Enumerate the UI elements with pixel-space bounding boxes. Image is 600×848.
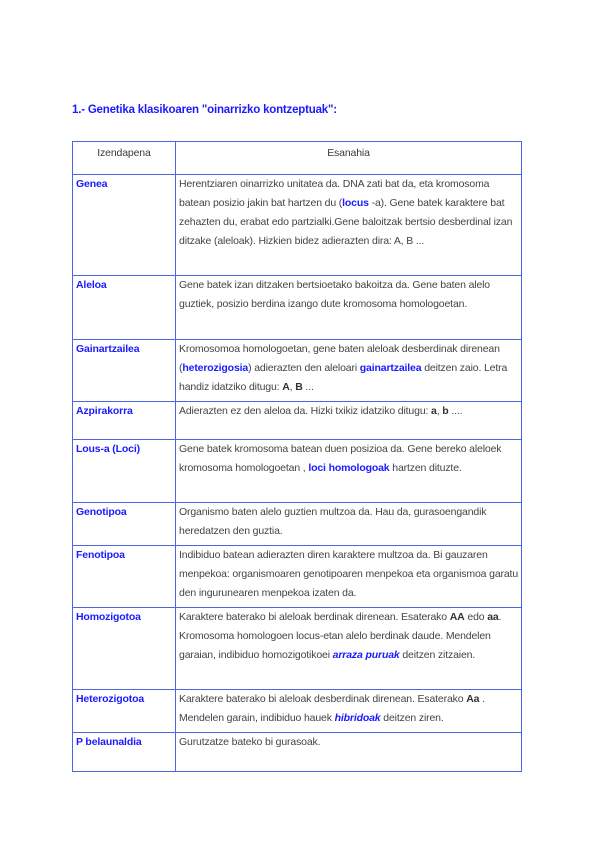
highlighted-italic-term: arraza puruak [332, 649, 400, 661]
column-header-meaning: Esanahia [176, 142, 522, 175]
term-cell: Genotipoa [73, 503, 176, 546]
definition-text: edo [464, 611, 488, 623]
definition-cell [176, 690, 522, 733]
definition-text: , [436, 405, 443, 417]
definition-text: Adierazten ez den aleloa da. Hizki txikiz idatziko ditugu: [179, 405, 432, 417]
highlighted-term: loci homologoak [308, 462, 390, 474]
definition-text: .... [448, 405, 463, 417]
definition-text: ... [302, 381, 314, 393]
term-cell: Heterozigotoa [73, 690, 176, 733]
highlighted-term: gainartzailea [359, 362, 422, 374]
definition-text: deitzen zitzaien. [399, 649, 476, 661]
definition-cell [176, 608, 522, 690]
definition-text: deitzen zaio. Letra handiz idatziko ditugu: [179, 362, 508, 393]
bold-symbol: a [431, 405, 437, 417]
column-header-term: Izendapena [73, 142, 176, 175]
bold-symbol: A [282, 381, 290, 393]
term-cell: Gainartzailea [73, 340, 176, 402]
highlighted-term: locus [342, 197, 369, 209]
term-cell: Fenotipoa [73, 546, 176, 608]
definition-cell [176, 440, 522, 503]
definition-text: hartzen dituzte. [389, 462, 462, 474]
table-row [73, 440, 522, 503]
definition-text: Gene batek kromosoma batean duen posizioa da. Gene bereko aleloek kromosoma homologoetan , [179, 443, 502, 474]
table-row [73, 733, 522, 772]
page-title: 1.- Genetika klasikoaren "oinarrizko kontzeptuak": [72, 104, 337, 116]
definition-text: Karaktere baterako bi aleloak desberdinak direnean. Esaterako [179, 693, 467, 705]
definition-text: Organismo baten alelo guztien multzoa da. Hau da, gurasoengandik heredatzen den guztia. [179, 506, 487, 537]
definition-cell [176, 402, 522, 440]
bold-symbol: Aa [466, 693, 480, 705]
term-cell: Aleloa [73, 276, 176, 340]
table-row [73, 690, 522, 733]
table-row [73, 175, 522, 276]
bold-symbol: AA [449, 611, 465, 623]
definition-text: deitzen ziren. [380, 712, 444, 724]
term-cell: Lous-a (Loci) [73, 440, 176, 503]
definition-text: Karaktere baterako bi aleloak berdinak direnean. Esaterako [179, 611, 450, 623]
bold-symbol: aa [487, 611, 499, 623]
definition-text: Kromosomoa homologoetan, gene baten aleloak desberdinak direnean ( [179, 343, 500, 374]
table-row [73, 546, 522, 608]
definition-cell [176, 276, 522, 340]
definition-cell [176, 546, 522, 608]
table-row [73, 503, 522, 546]
term-cell: Genea [73, 175, 176, 276]
definition-text: Gurutzatze bateko bi gurasoak. [179, 736, 321, 748]
glossary-body [73, 175, 522, 772]
highlighted-term: heterozigosia [182, 362, 249, 374]
table-row [73, 402, 522, 440]
definition-text: Gene batek izan ditzaken bertsioetako bakoitza da. Gene baten alelo guztiek, posizio berdina izango dute kromosoma homologoetan. [179, 279, 491, 310]
glossary-table [72, 141, 522, 772]
definition-text: -a). Gene batek karaktere bat zehazten du, erabat edo partzialki.Gene baloitzak bertsio desberdinal izan ditzake (aleloak). Hizkien bidez adierazten dira: A, B ... [179, 197, 513, 247]
definition-text: . Kromosoma homologoen locus-etan alelo berdinak daude. Mendelen garaian, indibiduo homozigotikoei [179, 611, 502, 661]
definition-cell [176, 733, 522, 772]
definition-text: Indibiduo batean adierazten diren karaktere multzoa da. Bi gauzaren menpekoa: organismoaren genotipoaren menpekoa eta organismoa garatu den ingurunearen menpekoa izaten da. [179, 549, 519, 599]
definition-cell [176, 175, 522, 276]
highlighted-italic-term: hibridoak [334, 712, 381, 724]
bold-symbol: b [442, 405, 449, 417]
term-cell: P belaunaldia [73, 733, 176, 772]
definition-text: Herentziaren oinarrizko unitatea da. DNA zati bat da, eta kromosoma batean posizio jakin bat hartzen du ( [179, 178, 490, 209]
table-row [73, 276, 522, 340]
definition-cell [176, 503, 522, 546]
table-row [73, 608, 522, 690]
term-cell: Azpirakorra [73, 402, 176, 440]
term-cell: Homozigotoa [73, 608, 176, 690]
table-header-row [73, 142, 522, 175]
bold-symbol: B [295, 381, 303, 393]
definition-text: , [289, 381, 296, 393]
table-row [73, 340, 522, 402]
definition-cell [176, 340, 522, 402]
definition-text: . Mendelen garain, indibiduo hauek [179, 693, 485, 724]
definition-text: ) adierazten den aleloari [248, 362, 360, 374]
